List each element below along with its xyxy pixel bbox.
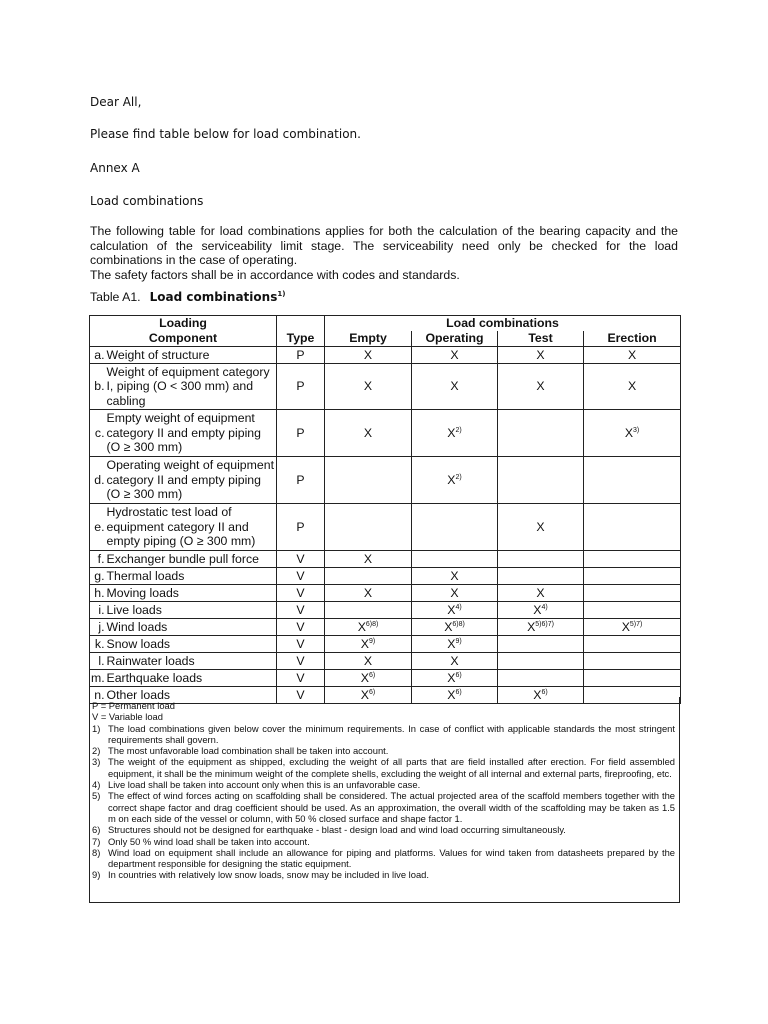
cell-value: X	[536, 585, 545, 600]
footnote	[92, 745, 675, 756]
cell-test	[498, 670, 584, 687]
row-type: P	[277, 410, 325, 457]
table-row	[90, 457, 681, 504]
row-label: d.	[90, 457, 106, 504]
table-row	[90, 347, 681, 364]
cell-erection	[584, 347, 681, 364]
row-type: V	[277, 687, 325, 704]
cell-value: X	[363, 347, 373, 362]
footnotes-list	[92, 723, 675, 881]
cell-value: X	[450, 379, 459, 394]
footnote	[92, 869, 675, 880]
cell-footnote-ref: 2)	[455, 426, 462, 434]
header-component: Component	[90, 331, 277, 347]
row-type: P	[277, 504, 325, 551]
header-load-combinations: Load combinations	[325, 316, 681, 332]
cell-test	[498, 602, 584, 619]
cell-footnote-ref: 4)	[455, 603, 462, 611]
footnote-text: Only 50 % wind load shall be taken into account.	[108, 835, 310, 847]
footnote-text: The load combinations given below cover the minimum requirements. In case of conflict with applicable standards the most stringent requirements shall govern.	[108, 722, 675, 745]
cell-footnote-ref: 5)6)7)	[535, 620, 554, 628]
row-component: Snow loads	[106, 636, 277, 653]
table-row	[90, 585, 681, 602]
header-type: Type	[277, 331, 325, 347]
footnote-text: Live load shall be taken into account only when this is an unfavorable case.	[108, 779, 421, 791]
greeting: Dear All,	[90, 95, 142, 109]
footnote-number: 1)	[92, 722, 101, 734]
cell-empty	[325, 636, 412, 653]
row-label: i.	[90, 602, 106, 619]
row-type: V	[277, 602, 325, 619]
cell-value: X	[363, 653, 373, 668]
footnote-text: Wind load on equipment shall include an allowance for piping and platforms. Values for wind taken from datasheets prepared by the department responsible for designing the static equipment.	[108, 846, 675, 870]
cell-value: X	[527, 619, 536, 634]
row-type: V	[277, 653, 325, 670]
cell-test	[498, 504, 584, 551]
cell-footnote-ref: 6)	[455, 688, 462, 696]
cell-test	[498, 347, 584, 364]
cell-value: X	[450, 585, 459, 600]
cell-footnote-ref: 9)	[369, 637, 376, 645]
cell-empty	[325, 364, 412, 410]
row-type: V	[277, 585, 325, 602]
header-operating: Operating	[412, 331, 498, 347]
table-row	[90, 670, 681, 687]
table-body	[90, 347, 681, 704]
row-label: a.	[90, 347, 106, 364]
cell-footnote-ref: 5)7)	[629, 620, 643, 628]
cell-erection	[584, 410, 681, 457]
cell-value: X	[533, 602, 542, 617]
row-type: P	[277, 347, 325, 364]
table-row	[90, 410, 681, 457]
cell-value: X	[360, 687, 369, 702]
cell-footnote-ref: 6)	[369, 671, 376, 679]
row-type: V	[277, 551, 325, 568]
cell-footnote-ref: 6)8)	[452, 620, 465, 628]
cell-operating	[412, 670, 498, 687]
cell-footnote-ref: 6)8)	[365, 620, 379, 628]
intro-line: Please find table below for load combination.	[90, 127, 361, 141]
cell-empty	[325, 504, 412, 551]
cell-empty	[325, 619, 412, 636]
footnote-number: 6)	[92, 824, 101, 836]
cell-footnote-ref: 2)	[455, 473, 462, 481]
cell-value: X	[447, 636, 456, 651]
footnote-text: The most unfavorable load combination shall be taken into account.	[108, 745, 389, 757]
cell-operating	[412, 347, 498, 364]
cell-value: X	[444, 619, 453, 634]
row-component: Hydrostatic test load of equipment category II and empty piping (O ≥ 300 mm)	[106, 504, 277, 551]
cell-value: X	[450, 653, 459, 668]
row-label: j.	[90, 619, 106, 636]
cell-erection	[584, 670, 681, 687]
row-label: g.	[90, 568, 106, 585]
row-label: k.	[90, 636, 106, 653]
cell-operating	[412, 619, 498, 636]
cell-footnote-ref: 4)	[541, 603, 548, 611]
row-label: m.	[91, 670, 105, 685]
row-type: V	[277, 619, 325, 636]
cell-empty	[325, 670, 412, 687]
cell-test	[498, 410, 584, 457]
footnote-number: 9)	[92, 869, 101, 881]
row-type: V	[277, 670, 325, 687]
cell-empty	[325, 602, 412, 619]
footnote-text: The weight of the equipment as shipped, excluding the weight of all parts that are field installed after erection. For field assembled equipment, it shall be the minimum weight of the complete shells, excluding the weight of all internal and external parts, fireproofing, etc.	[108, 756, 675, 779]
footnote-number: 3)	[92, 756, 101, 768]
cell-erection	[584, 619, 681, 636]
cell-value: X	[447, 425, 456, 440]
cell-value: X	[360, 670, 369, 685]
table-row	[90, 364, 681, 410]
cell-empty	[325, 585, 412, 602]
cell-test	[498, 585, 584, 602]
footnote	[92, 824, 675, 835]
table-caption-label: Table A1.	[90, 290, 141, 304]
footnote-number: 7)	[92, 835, 101, 847]
cell-value: X	[624, 425, 634, 440]
row-component: Weight of structure	[106, 347, 277, 364]
row-type: V	[277, 636, 325, 653]
row-component: Weight of equipment category I, piping (O < 300 mm) and cabling	[106, 364, 277, 410]
cell-erection	[584, 602, 681, 619]
row-type: P	[277, 457, 325, 504]
footnote-number: 5)	[92, 790, 101, 802]
row-component: Operating weight of equipment category II and empty piping (O ≥ 300 mm)	[106, 457, 277, 504]
cell-value: X	[447, 472, 456, 487]
cell-operating	[412, 585, 498, 602]
footnote-number: 4)	[92, 779, 101, 791]
table-notes	[89, 697, 680, 903]
table-row	[90, 636, 681, 653]
cell-erection	[584, 504, 681, 551]
cell-erection	[584, 636, 681, 653]
cell-erection	[584, 585, 681, 602]
cell-value: X	[621, 619, 630, 634]
table-row	[90, 653, 681, 670]
row-type: P	[277, 364, 325, 410]
header-erection: Erection	[584, 331, 681, 347]
cell-value: X	[363, 425, 373, 440]
footnote	[92, 779, 675, 790]
cell-value: X	[450, 347, 459, 362]
row-label: h.	[90, 585, 106, 602]
cell-empty	[325, 410, 412, 457]
table-row	[90, 568, 681, 585]
row-label: c.	[90, 410, 106, 457]
row-label: e.	[90, 504, 106, 551]
header-loading: Loading	[90, 316, 277, 332]
cell-test	[498, 568, 584, 585]
cell-footnote-ref: 6)	[455, 671, 462, 679]
cell-test	[498, 636, 584, 653]
cell-test	[498, 457, 584, 504]
cell-empty	[325, 347, 412, 364]
footnote-text: Structures should not be designed for earthquake - blast - design load and wind load occurring simultaneously.	[108, 824, 566, 836]
row-component: Wind loads	[106, 619, 277, 636]
cell-erection	[584, 653, 681, 670]
load-combinations-table	[89, 315, 681, 704]
table-row	[90, 504, 681, 551]
cell-test	[498, 653, 584, 670]
row-component: Exchanger bundle pull force	[106, 551, 277, 568]
cell-value: X	[447, 602, 456, 617]
cell-empty	[325, 551, 412, 568]
cell-test	[498, 619, 584, 636]
cell-footnote-ref: 9)	[455, 637, 462, 645]
footnote	[92, 790, 675, 824]
cell-empty	[325, 457, 412, 504]
cell-value: X	[536, 347, 545, 362]
footnote	[92, 756, 675, 779]
row-component: Live loads	[106, 602, 277, 619]
cell-value: X	[363, 379, 373, 394]
cell-value: X	[536, 379, 545, 394]
cell-erection	[584, 568, 681, 585]
table-caption-footnote-ref: 1)	[277, 290, 286, 298]
cell-footnote-ref: 3)	[633, 426, 640, 434]
cell-operating	[412, 410, 498, 457]
cell-footnote-ref: 6)	[541, 688, 548, 696]
footnote	[92, 836, 675, 847]
header-test: Test	[498, 331, 584, 347]
table-caption	[90, 290, 285, 304]
cell-value: X	[536, 519, 545, 534]
header-type-spacer	[277, 316, 325, 332]
cell-operating	[412, 457, 498, 504]
cell-operating	[412, 653, 498, 670]
cell-operating	[412, 551, 498, 568]
cell-value: X	[357, 619, 366, 634]
row-component: Empty weight of equipment category II and empty piping (O ≥ 300 mm)	[106, 410, 277, 457]
cell-test	[498, 364, 584, 410]
legend-variable: V = Variable load	[92, 711, 163, 723]
row-component: Thermal loads	[106, 568, 277, 585]
cell-value: X	[360, 636, 369, 651]
cell-empty	[325, 653, 412, 670]
footnote-text: The effect of wind forces acting on scaffolding shall be considered. The actual projected area of the scaffold members together with the correct shape factor and drag coefficient should be used. As an approximation, the overall width of the scaffolding may be taken as 1.5 m on each side of the vessel or column, with 50 % closed surface and shape factor 1.	[108, 790, 675, 824]
cell-operating	[412, 602, 498, 619]
cell-operating	[412, 364, 498, 410]
cell-value: X	[627, 347, 637, 362]
cell-erection	[584, 364, 681, 410]
cell-value: X	[447, 687, 456, 702]
row-label: n.	[90, 687, 106, 704]
cell-erection	[584, 551, 681, 568]
row-type: V	[277, 568, 325, 585]
cell-value: X	[627, 379, 637, 394]
table-row	[90, 551, 681, 568]
cell-value: X	[450, 568, 459, 583]
cell-operating	[412, 504, 498, 551]
cell-operating	[412, 568, 498, 585]
table-row	[90, 619, 681, 636]
cell-operating	[412, 636, 498, 653]
row-label: f.	[90, 551, 106, 568]
row-label: b.	[90, 364, 106, 410]
cell-erection	[584, 457, 681, 504]
table-row	[90, 602, 681, 619]
cell-empty	[325, 568, 412, 585]
annex-title: Annex A	[90, 161, 140, 175]
section-heading: Load combinations	[90, 194, 204, 208]
table-caption-title: Load combinations$^{1)}$	[149, 290, 286, 304]
row-component: Other loads	[106, 687, 277, 704]
footnote	[92, 847, 675, 870]
row-component: Rainwater loads	[106, 653, 277, 670]
cell-value: X	[363, 585, 373, 600]
row-component: Moving loads	[106, 585, 277, 602]
cell-value: X	[363, 551, 373, 566]
paragraph-load-combinations: The following table for load combinations applies for both the calculation of the bearing capacity and the calculation of the serviceability limit stage. The serviceability need only be checked for the load combinations in the case of operating.	[90, 224, 678, 267]
legend-permanent: P = Permanent load	[92, 700, 175, 711]
cell-value: X	[533, 687, 542, 702]
row-component: Earthquake loads	[106, 670, 277, 687]
paragraph-safety-factors: The safety factors shall be in accordance with codes and standards.	[90, 268, 460, 282]
header-empty: Empty	[325, 331, 412, 347]
row-label: l.	[90, 653, 106, 670]
footnote-number: 2)	[92, 745, 101, 757]
cell-test	[498, 551, 584, 568]
cell-value: X	[447, 670, 456, 685]
footnote-number: 8)	[92, 846, 101, 858]
cell-footnote-ref: 6)	[369, 688, 376, 696]
footnote	[92, 723, 675, 746]
footnote-text: In countries with relatively low snow loads, snow may be included in live load.	[108, 869, 429, 881]
